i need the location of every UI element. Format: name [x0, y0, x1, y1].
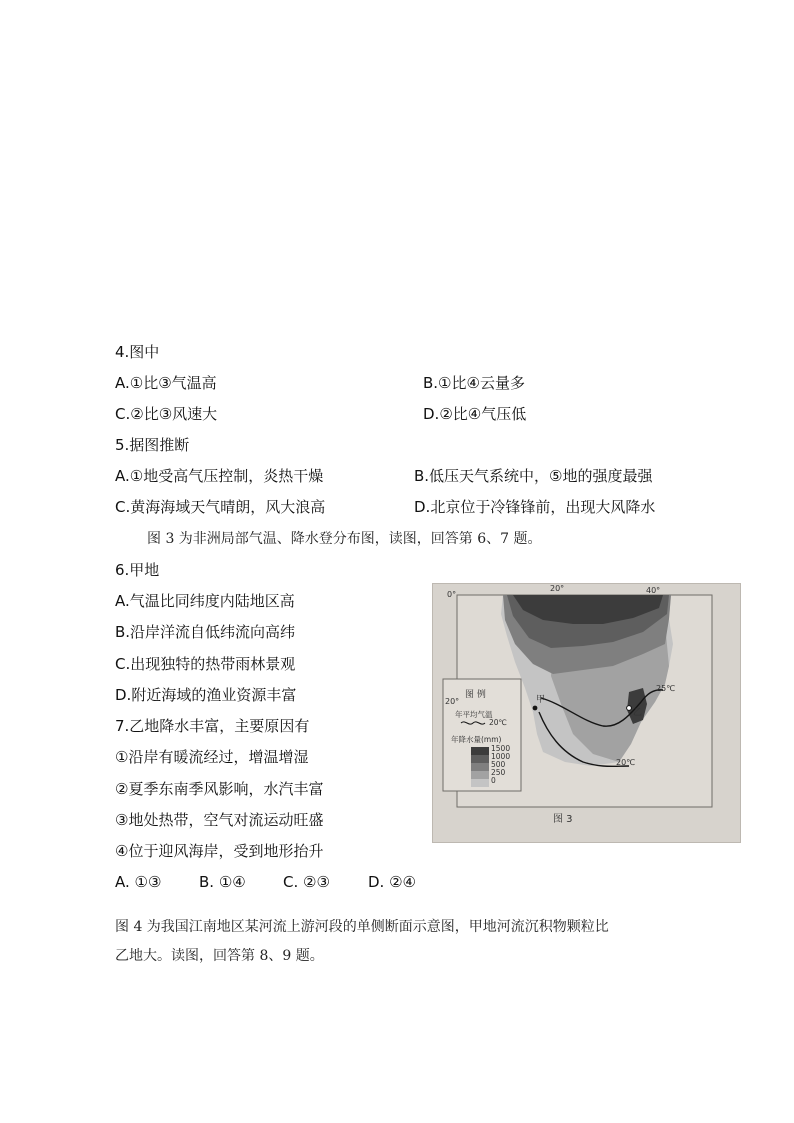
figure3-caption: 图 3	[553, 814, 573, 825]
legend-level-500: 500	[491, 760, 506, 769]
q7-item-2: ②夏季东南季风影响，水汽丰富	[115, 780, 324, 798]
q7-option-d: D. ②④	[368, 873, 416, 891]
q4-option-a: A.①比③气温高	[115, 374, 217, 392]
q6-option-a: A.气温比同纬度内陆地区高	[115, 592, 295, 610]
q5-option-a: A.①地受高气压控制，炎热干燥	[115, 467, 324, 485]
legend-swatch-0	[471, 779, 489, 787]
jia-label: 甲	[536, 695, 546, 705]
q7-item-1: ①沿岸有暖流经过，增温增湿	[115, 748, 309, 766]
legend-level-0: 0	[491, 776, 496, 785]
q7-item-4: ④位于迎风海岸，受到地形抬升	[115, 842, 324, 860]
legend-temp-value: 20℃	[489, 718, 507, 727]
q5-option-c: C.黄海海域天气晴朗，风大浪高	[115, 498, 326, 516]
figure4-intro-line2: 乙地大。读图，回答第 8、9 题。	[115, 948, 324, 964]
yi-point-marker	[627, 706, 632, 711]
legend-level-1500: 1500	[491, 744, 511, 753]
q7-option-c: C. ②③	[283, 873, 330, 891]
q4-stem: 4.图中	[115, 343, 160, 361]
q5-stem: 5.据图推断	[115, 436, 190, 454]
q4-option-b: B.①比④云量多	[423, 374, 525, 392]
figure3-map	[432, 583, 741, 843]
jia-point-marker	[533, 706, 538, 711]
legend-precip-label: 年降水量(mm)	[451, 735, 502, 744]
q7-option-b: B. ①④	[199, 873, 246, 891]
figure4-intro-line1: 图 4 为我国江南地区某河流上游河段的单侧断面示意图，甲地河流沉积物颗粒比	[115, 919, 609, 935]
lon-40-label: 40°	[646, 586, 661, 595]
isotherm-25-label: 25℃	[656, 684, 676, 693]
isotherm-20-label: 20℃	[616, 758, 636, 767]
q6-stem: 6.甲地	[115, 561, 160, 579]
legend-swatch-250	[471, 771, 489, 779]
q6-option-d: D.附近海域的渔业资源丰富	[115, 686, 297, 704]
legend-level-1000: 1000	[491, 752, 511, 761]
legend-temp-label: 年平均气温	[455, 710, 493, 719]
q5-option-b: B.低压天气系统中，⑤地的强度最强	[414, 467, 653, 485]
legend-swatch-1000	[471, 755, 489, 763]
q7-item-3: ③地处热带，空气对流运动旺盛	[115, 811, 324, 829]
q4-option-c: C.②比③风速大	[115, 405, 218, 423]
q7-stem: 7.乙地降水丰富，主要原因有	[115, 717, 310, 735]
q7-option-a: A. ①③	[115, 873, 162, 891]
q6-option-c: C.出现独特的热带雨林景观	[115, 655, 296, 673]
lat-20-label: 20°	[445, 697, 460, 706]
q6-option-b: B.沿岸洋流自低纬流向高纬	[115, 623, 296, 641]
figure3-intro: 图 3 为非洲局部气温、降水登分布图，读图，回答第 6、7 题。	[147, 531, 542, 547]
lon-20-label: 20°	[550, 584, 565, 593]
q5-option-d: D.北京位于冷锋锋前，出现大风降水	[414, 498, 656, 516]
yi-label: 乙	[633, 708, 643, 718]
legend-swatch-1500	[471, 747, 489, 755]
legend-level-250: 250	[491, 768, 506, 777]
lon-0-label: 0°	[447, 590, 457, 599]
legend-swatch-500	[471, 763, 489, 771]
legend-title: 图 例	[465, 690, 486, 700]
q4-option-d: D.②比④气压低	[423, 405, 527, 423]
